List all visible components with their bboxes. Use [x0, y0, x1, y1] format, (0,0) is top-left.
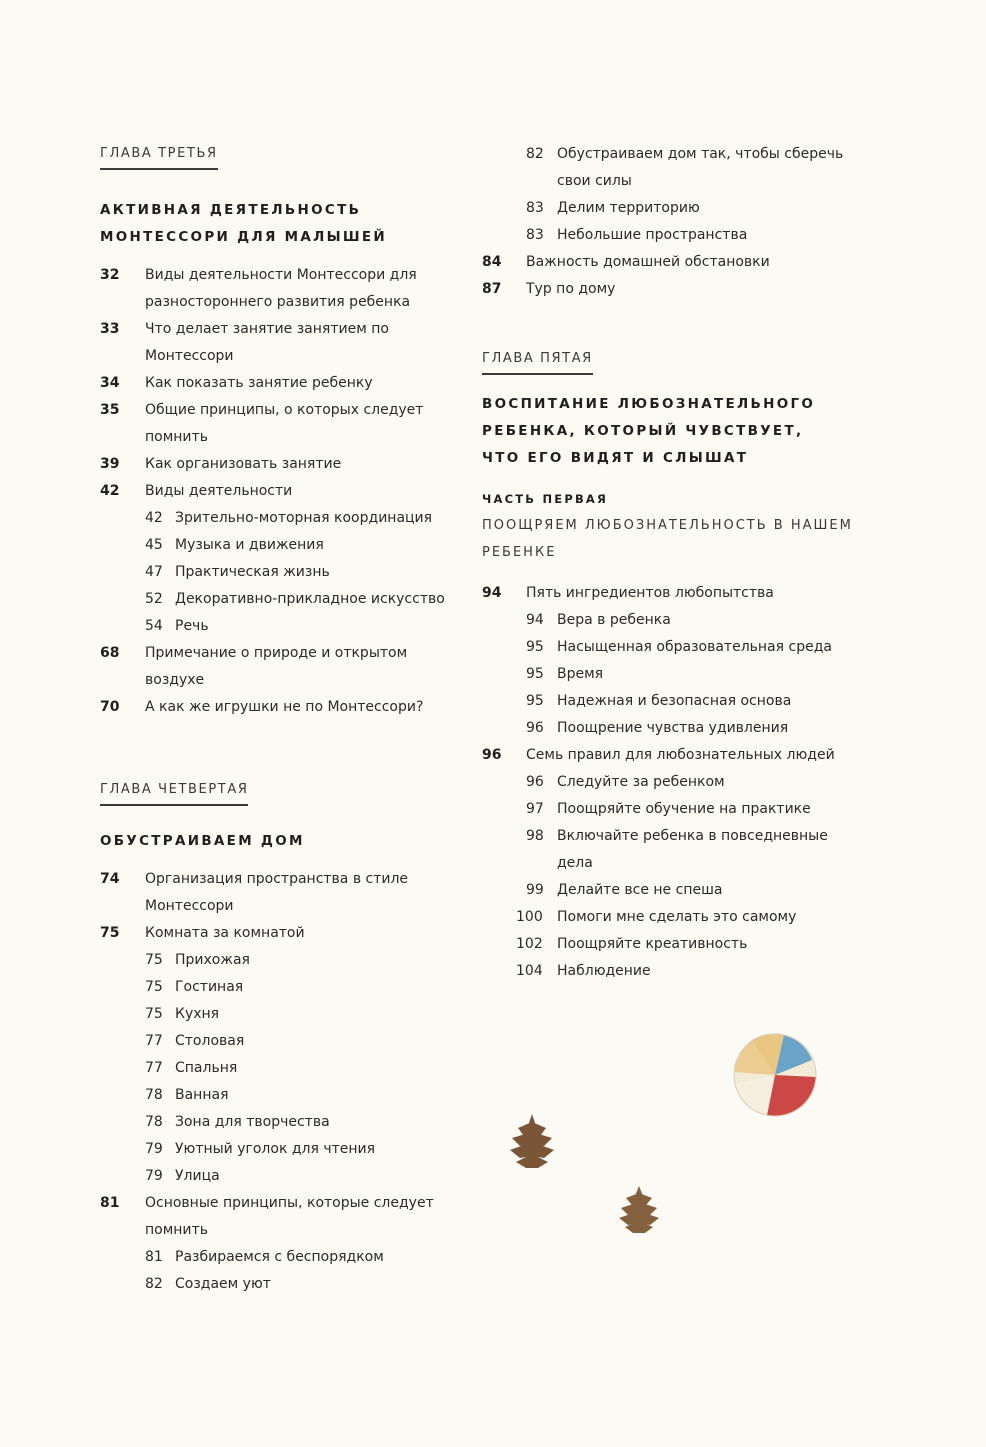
toc-entry — [100, 920, 470, 947]
toc-subentry — [100, 1055, 470, 1082]
toc-entry — [100, 397, 470, 451]
toc-page-number: 87 — [482, 281, 502, 297]
toc-subentry — [100, 947, 470, 974]
toc-subentry — [482, 823, 862, 877]
chapter-5-title-line-1: ВОСПИТАНИЕ ЛЮБОЗНАТЕЛЬНОГО — [482, 396, 816, 412]
toc-page-number: 79 — [145, 1141, 163, 1157]
toc-subentry — [100, 532, 470, 559]
toc-page-number: 96 — [482, 747, 502, 763]
toc-page-number: 104 — [516, 963, 543, 979]
toc-entry-title: Общие принципы, о которых следует помнить — [145, 402, 424, 445]
pine-cone-icon — [619, 1186, 659, 1233]
toc-page-number: 81 — [100, 1195, 120, 1211]
toc-subentry — [100, 1001, 470, 1028]
toc-entry-title: Насыщенная образовательная среда — [557, 639, 832, 655]
toc-subentry — [482, 661, 862, 688]
toc-entry — [100, 262, 470, 316]
toc-subentry — [100, 559, 470, 586]
toc-entry-title: Надежная и безопасная основа — [557, 693, 792, 709]
toc-page-number: 83 — [526, 227, 544, 243]
toc-entry-title: Музыка и движения — [175, 537, 324, 553]
toc-subentry — [100, 505, 470, 532]
toc-page-number: 75 — [145, 952, 163, 968]
toc-entry-title: Прихожая — [175, 952, 250, 968]
toc-entry-title: Включайте ребенка в повседневные дела — [557, 828, 828, 871]
toc-subentry — [482, 958, 862, 985]
toc-entry-title: Ванная — [175, 1087, 229, 1103]
toc-entry-title: Разбираемся с беспорядком — [175, 1249, 384, 1265]
toc-page-number: 54 — [145, 618, 163, 634]
chapter-3-label: ГЛАВА ТРЕТЬЯ — [100, 146, 218, 170]
toc-page-number: 47 — [145, 564, 163, 580]
toc-entry — [482, 276, 862, 303]
toc-page-number: 102 — [516, 936, 543, 952]
toc-page-number: 33 — [100, 321, 120, 337]
toc-page-number: 75 — [100, 925, 120, 941]
chapter-4-title: ОБУСТРАИВАЕМ ДОМ — [100, 833, 305, 849]
toc-page-number: 45 — [145, 537, 163, 553]
toc-page-number: 95 — [526, 693, 544, 709]
toc-page-number: 82 — [145, 1276, 163, 1292]
toc-subentry — [482, 195, 862, 222]
toc-subentry — [482, 607, 862, 634]
toc-page-number: 83 — [526, 200, 544, 216]
toc-entry — [482, 742, 862, 769]
toc-page-number: 96 — [526, 774, 544, 790]
toc-entry-title: Организация пространства в стиле Монтессори — [145, 871, 409, 914]
toc-entry-title: Время — [557, 666, 604, 682]
chapter-5-toc — [482, 580, 862, 985]
toc-entry-title: Уютный уголок для чтения — [175, 1141, 376, 1157]
beach-ball-illustration — [732, 1032, 818, 1118]
toc-entry — [482, 580, 862, 607]
toc-page-number: 95 — [526, 639, 544, 655]
toc-subentry — [100, 613, 470, 640]
toc-entry-title: Поощряйте обучение на практике — [557, 801, 811, 817]
toc-entry-title: Помоги мне сделать это самому — [557, 909, 797, 925]
toc-entry-title: Семь правил для любознательных людей — [526, 747, 835, 763]
toc-page-number: 52 — [145, 591, 163, 607]
toc-subentry — [482, 877, 862, 904]
toc-entry-title: Как показать занятие ребенку — [145, 375, 373, 391]
toc-page-number: 39 — [100, 456, 120, 472]
toc-subentry — [482, 904, 862, 931]
toc-entry-title: Виды деятельности — [145, 483, 293, 499]
toc-page-number: 82 — [526, 146, 544, 162]
toc-subentry — [482, 688, 862, 715]
toc-entry-title: Декоративно-прикладное искусство — [175, 591, 445, 607]
toc-page-number: 42 — [145, 510, 163, 526]
toc-subentry — [100, 1136, 470, 1163]
toc-entry — [100, 866, 470, 920]
toc-page-number: 42 — [100, 483, 120, 499]
toc-entry-title: Вера в ребенка — [557, 612, 671, 628]
toc-page-number: 94 — [482, 585, 502, 601]
toc-entry-title: Делайте все не спеша — [557, 882, 723, 898]
toc-entry-title: Основные принципы, которые следует помнить — [145, 1195, 434, 1238]
toc-entry — [482, 249, 862, 276]
toc-entry — [100, 694, 470, 721]
chapter-3-title-line-2: МОНТЕССОРИ ДЛЯ МАЛЫШЕЙ — [100, 229, 388, 245]
toc-subentry — [100, 1271, 470, 1298]
chapter-3-title — [100, 197, 387, 251]
toc-entry-title: Практическая жизнь — [175, 564, 330, 580]
toc-page-number: 78 — [145, 1087, 163, 1103]
pine-cone-icon — [510, 1114, 554, 1168]
beach-ball-icon — [734, 1034, 816, 1116]
toc-page-number: 97 — [526, 801, 544, 817]
toc-page-number: 75 — [145, 1006, 163, 1022]
toc-subentry — [482, 222, 862, 249]
toc-entry-title: Тур по дому — [526, 281, 616, 297]
toc-entry-title: Следуйте за ребенком — [557, 774, 725, 790]
toc-subentry — [100, 1028, 470, 1055]
toc-page-number: 79 — [145, 1168, 163, 1184]
toc-entry-title: Примечание о природе и открытом воздухе — [145, 645, 408, 688]
toc-entry-title: Пять ингредиентов любопытства — [526, 585, 774, 601]
toc-entry-title: Делим территорию — [557, 200, 700, 216]
toc-entry-title: Зрительно-моторная координация — [175, 510, 433, 526]
toc-subentry — [100, 1163, 470, 1190]
toc-subentry — [100, 586, 470, 613]
toc-page-number: 96 — [526, 720, 544, 736]
chapter-3-toc — [100, 262, 470, 721]
toc-entry — [100, 316, 470, 370]
part-1-label: ЧАСТЬ ПЕРВАЯ — [482, 492, 609, 506]
toc-subentry — [100, 1244, 470, 1271]
chapter-5-title-line-3: ЧТО ЕГО ВИДЯТ И СЛЫШАТ — [482, 450, 749, 466]
chapter-4-label: ГЛАВА ЧЕТВЕРТАЯ — [100, 782, 248, 806]
toc-page-number: 84 — [482, 254, 502, 270]
toc-entry-title: Зона для творчества — [175, 1114, 330, 1130]
toc-subentry — [482, 796, 862, 823]
pine-cone-illustration-1 — [506, 1112, 558, 1170]
toc-page-number: 95 — [526, 666, 544, 682]
toc-entry-title: Столовая — [175, 1033, 245, 1049]
toc-subentry — [482, 715, 862, 742]
toc-page-number: 32 — [100, 267, 120, 283]
chapter-5-label: ГЛАВА ПЯТАЯ — [482, 351, 593, 375]
chapter-4-toc — [100, 866, 470, 1298]
toc-page-number: 75 — [145, 979, 163, 995]
toc-entry-title: Обустраиваем дом так, чтобы сберечь свои силы — [557, 146, 844, 189]
toc-page-number: 70 — [100, 699, 120, 715]
toc-page-number: 99 — [526, 882, 544, 898]
toc-entry-title: Комната за комнатой — [145, 925, 305, 941]
toc-page-number: 81 — [145, 1249, 163, 1265]
toc-subentry — [100, 1109, 470, 1136]
toc-entry-title: Важность домашней обстановки — [526, 254, 770, 270]
toc-subentry — [482, 141, 862, 195]
chapter-5-title — [482, 391, 815, 472]
toc-subentry — [100, 1082, 470, 1109]
toc-subentry — [482, 634, 862, 661]
toc-entry-title: Что делает занятие занятием по Монтессори — [145, 321, 389, 364]
toc-entry — [100, 640, 470, 694]
toc-page-number: 74 — [100, 871, 120, 887]
toc-page-number: 34 — [100, 375, 120, 391]
toc-page-number: 98 — [526, 828, 544, 844]
pine-cone-illustration-2 — [615, 1184, 663, 1234]
toc-entry — [100, 370, 470, 397]
toc-page-number: 78 — [145, 1114, 163, 1130]
part-1-title: ПООЩРЯЕМ ЛЮБОЗНАТЕЛЬНОСТЬ В НАШЕМ РЕБЕНКЕ — [482, 518, 853, 560]
toc-page-number: 94 — [526, 612, 544, 628]
toc-entry-title: Небольшие пространства — [557, 227, 748, 243]
toc-subentry — [100, 974, 470, 1001]
toc-entry-title: Наблюдение — [557, 963, 651, 979]
chapter-3-title-line-1: АКТИВНАЯ ДЕЯТЕЛЬНОСТЬ — [100, 202, 362, 218]
toc-entry-title: Улица — [175, 1168, 220, 1184]
toc-entry-title: А как же игрушки не по Монтессори? — [145, 699, 424, 715]
toc-entry-title: Поощряйте креативность — [557, 936, 748, 952]
toc-entry — [100, 1190, 470, 1244]
chapter-5-title-line-2: РЕБЕНКА, КОТОРЫЙ ЧУВСТВУЕТ, — [482, 423, 804, 439]
chapter-4-toc-continued — [482, 141, 862, 303]
toc-entry-title: Как организовать занятие — [145, 456, 342, 472]
toc-subentry — [482, 931, 862, 958]
toc-entry-title: Спальня — [175, 1060, 238, 1076]
toc-page-number: 77 — [145, 1033, 163, 1049]
toc-entry — [100, 451, 470, 478]
toc-entry — [100, 478, 470, 505]
toc-page-number: 77 — [145, 1060, 163, 1076]
toc-page-number: 100 — [516, 909, 543, 925]
toc-subentry — [482, 769, 862, 796]
toc-entry-title: Речь — [175, 618, 209, 634]
toc-entry-title: Создаем уют — [175, 1276, 271, 1292]
toc-page-number: 35 — [100, 402, 120, 418]
toc-entry-title: Кухня — [175, 1006, 220, 1022]
toc-entry-title: Гостиная — [175, 979, 244, 995]
toc-entry-title: Поощрение чувства удивления — [557, 720, 789, 736]
toc-entry-title: Виды деятельности Монтессори для разностороннего развития ребенка — [145, 267, 417, 310]
toc-page-number: 68 — [100, 645, 120, 661]
